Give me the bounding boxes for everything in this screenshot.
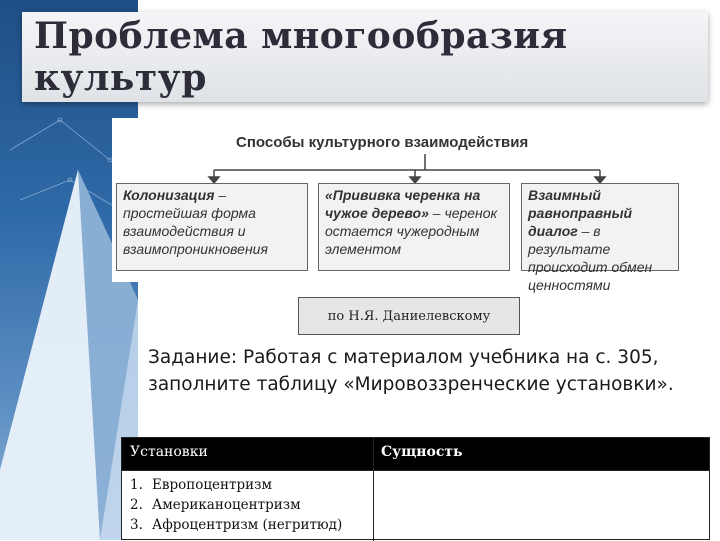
list-number: 1. [130,477,143,493]
attitudes-table [121,437,710,540]
scheme-heading: Способы культурного взаимодействия [236,134,529,151]
method-box-colonization [116,183,308,271]
method-description: – в результате происходит обмен ценностями [528,223,653,293]
table-row-divider [122,470,709,471]
page-title: Проблема многообразия культур [34,15,568,99]
source-note: по Н.Я. Даниелевскому [298,297,520,335]
method-name: Колонизация [123,187,215,203]
method-name: «Прививка черенка на чужое дерево» [325,187,481,221]
list-item [130,475,342,495]
list-number: 2. [130,497,143,513]
list-text: Европоцентризм [152,477,272,493]
task-text: Задание: Работая с материалом учебника на с. 305, заполните таблицу «Мировоззренческие установки». [148,347,674,395]
attitudes-list [130,475,342,535]
method-box-grafting [318,183,510,271]
method-box-dialogue [521,183,679,293]
method-description: – черенок остается чужеродным элементом [325,205,498,257]
list-text: Американоцентризм [152,497,301,513]
list-number: 3. [130,517,143,533]
list-item [130,495,342,515]
table-column-divider [373,438,374,541]
list-text: Афроцентризм (негритюд) [152,517,343,533]
method-description: – простейшая форма взаимодействия и взаимопроникновения [123,187,268,257]
method-name: Взаимный равноправный диалог [528,187,633,239]
table-header-attitudes: Установки [122,438,373,470]
table-header-essence: Сущность [373,438,709,470]
list-item [130,515,342,535]
